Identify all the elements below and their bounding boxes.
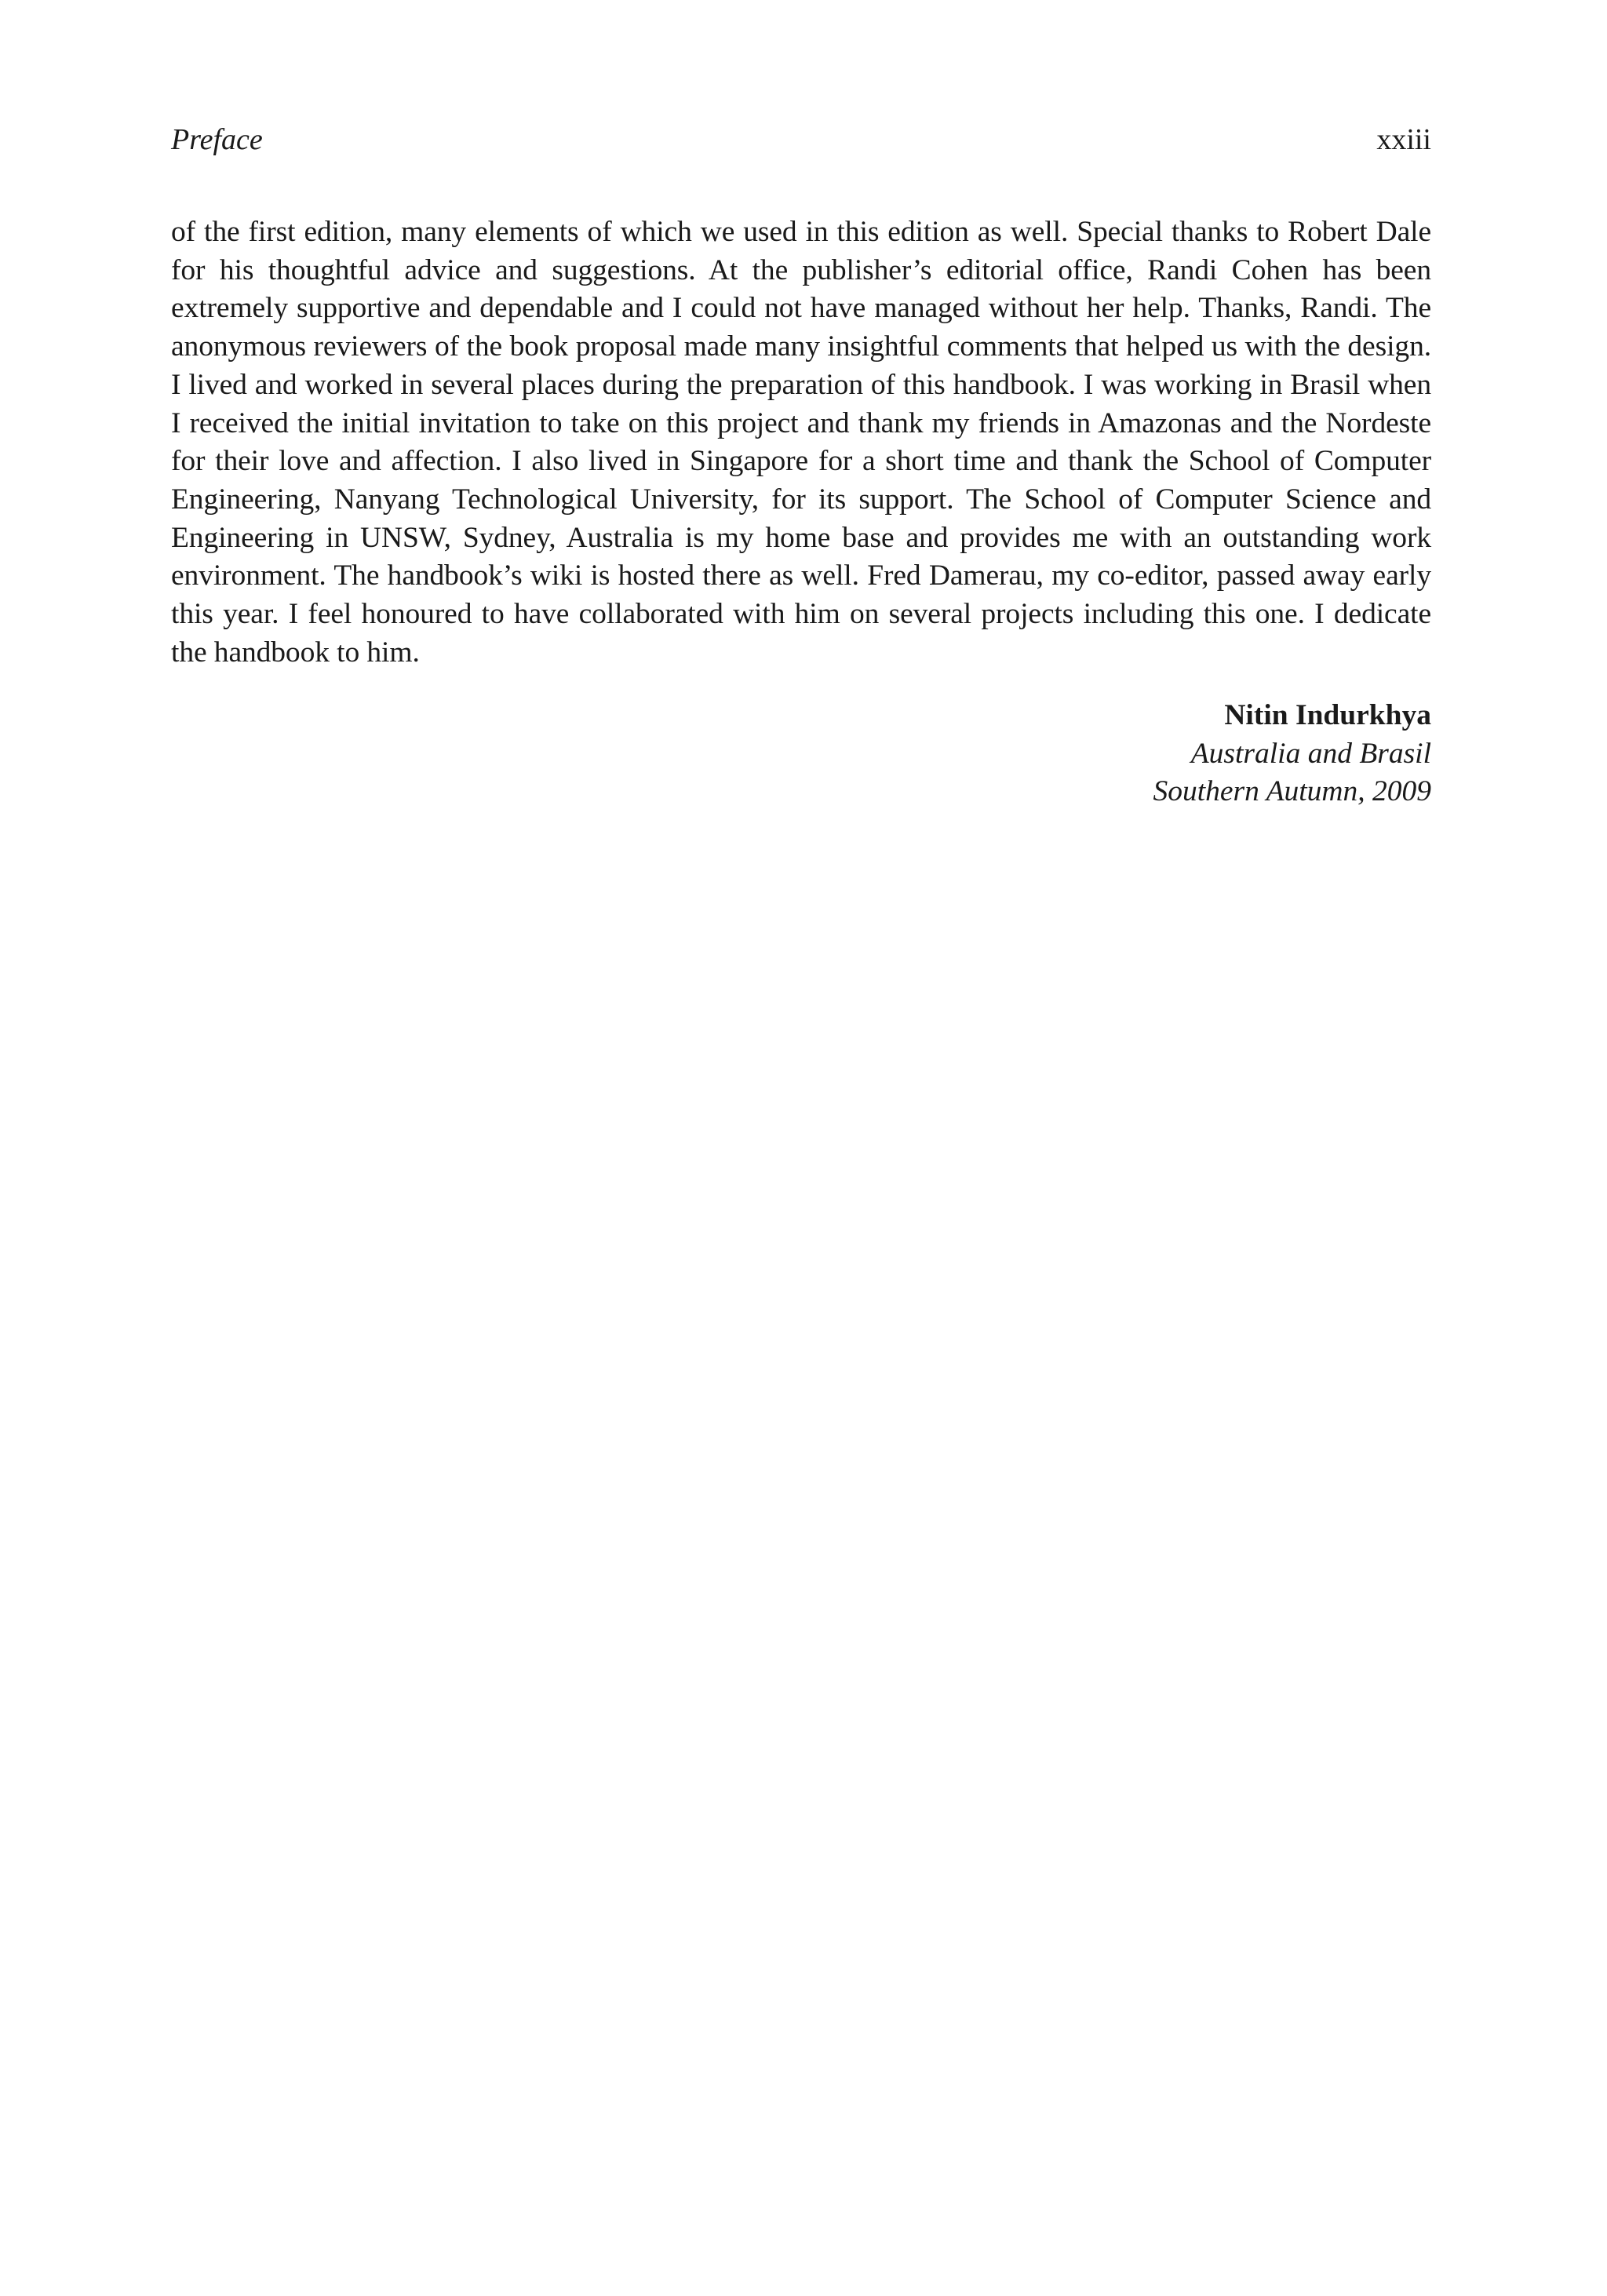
signature-date: Southern Autumn, 2009 [1153, 775, 1431, 808]
signature-block [1153, 697, 1431, 811]
running-head-section-title: Preface [171, 123, 263, 156]
running-head [171, 118, 1431, 162]
signature-name: Nitin Indurkhya [1224, 699, 1431, 731]
body-paragraph: of the first edition, many elements of which we used in this edition as well. Special thanks to Robert Dale for his thoughtful advice and suggestions. At the publisher’s editorial office, Randi Cohen has been extremely supportive and dependable and I could not have managed without her help. Thanks, Randi. The anonymous reviewers of the book proposal made many insightful comments that helped us with the design. I lived and worked in several places during the preparation of this handbook. I was working in Brasil when I received the initial invitation to take on this project and thank my friends in Amazonas and the Nordeste for their love and affection. I also lived in Singapore for a short time and thank the School of Computer Engineering, Nanyang Technological University, for its support. The School of Computer Science and Engineering in UNSW, Sydney, Australia is my home base and provides me with an outstanding work environment. The handbook’s wiki is hosted there as well. Fred Damerau, my co-editor, passed away early this year. I feel honoured to have collaborated with him on several projects including this one. I dedicate the handbook to him. [171, 216, 1431, 669]
signature-place: Australia and Brasil [1190, 737, 1431, 770]
page-number: xxiii [1376, 123, 1431, 156]
